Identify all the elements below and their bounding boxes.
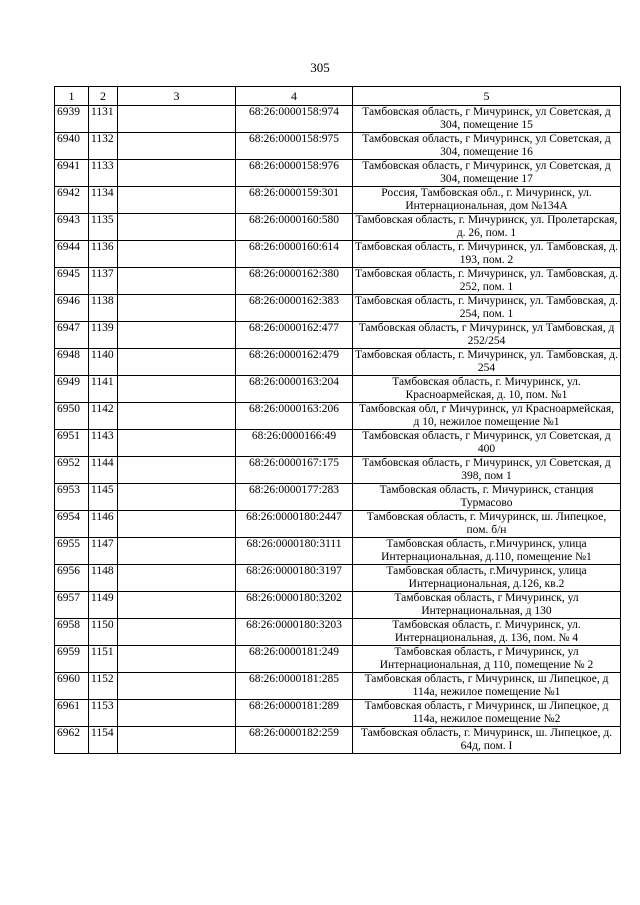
- row-number-cell: 6958: [55, 619, 89, 646]
- row-number-cell: 6949: [55, 376, 89, 403]
- item-number-cell: 1135: [89, 214, 118, 241]
- cadastral-number-cell: 68:26:0000180:3111: [236, 538, 353, 565]
- item-number-cell: 1152: [89, 673, 118, 700]
- cadastral-number-cell: 68:26:0000162:477: [236, 322, 353, 349]
- item-number-cell: 1147: [89, 538, 118, 565]
- cadastral-number-cell: 68:26:0000158:976: [236, 160, 353, 187]
- cadastral-number-cell: 68:26:0000163:204: [236, 376, 353, 403]
- address-cell: Тамбовская область, г. Мичуринск, ш. Липецкое, пом. б/н: [353, 511, 621, 538]
- empty-cell: [118, 295, 236, 322]
- empty-cell: [118, 430, 236, 457]
- empty-cell: [118, 241, 236, 268]
- table-row: [55, 376, 621, 403]
- table-row: [55, 673, 621, 700]
- address-cell: Тамбовская область, г.Мичуринск, улица Интернациональная, д.110, помещение №1: [353, 538, 621, 565]
- table-row: [55, 457, 621, 484]
- column-header-2: 2: [89, 87, 118, 106]
- table-row: [55, 187, 621, 214]
- table-body: [55, 106, 621, 754]
- address-cell: Тамбовская область, г Мичуринск, ул Тамбовская, д 252/254: [353, 322, 621, 349]
- column-header-5: 5: [353, 87, 621, 106]
- table-row: [55, 592, 621, 619]
- item-number-cell: 1139: [89, 322, 118, 349]
- cadastral-number-cell: 68:26:0000167:175: [236, 457, 353, 484]
- row-number-cell: 6941: [55, 160, 89, 187]
- empty-cell: [118, 619, 236, 646]
- address-cell: Тамбовская область, г Мичуринск, ул Советская, д 304, помещение 17: [353, 160, 621, 187]
- cadastral-number-cell: 68:26:0000180:3203: [236, 619, 353, 646]
- item-number-cell: 1145: [89, 484, 118, 511]
- table-row: [55, 349, 621, 376]
- empty-cell: [118, 673, 236, 700]
- item-number-cell: 1144: [89, 457, 118, 484]
- item-number-cell: 1146: [89, 511, 118, 538]
- address-cell: Тамбовская область, г. Мичуринск, ул. Тамбовская, д. 254, пом. 1: [353, 295, 621, 322]
- address-cell: Тамбовская область, г Мичуринск, ул Советская, д 398, пом 1: [353, 457, 621, 484]
- empty-cell: [118, 322, 236, 349]
- row-number-cell: 6948: [55, 349, 89, 376]
- empty-cell: [118, 268, 236, 295]
- table-row: [55, 214, 621, 241]
- cadastral-number-cell: 68:26:0000166:49: [236, 430, 353, 457]
- item-number-cell: 1137: [89, 268, 118, 295]
- table-row: [55, 646, 621, 673]
- address-cell: Россия, Тамбовская обл., г. Мичуринск, ул. Интернациональная, дом №134А: [353, 187, 621, 214]
- empty-cell: [118, 592, 236, 619]
- cadastral-number-cell: 68:26:0000163:206: [236, 403, 353, 430]
- table-row: [55, 241, 621, 268]
- cadastral-number-cell: 68:26:0000159:301: [236, 187, 353, 214]
- row-number-cell: 6950: [55, 403, 89, 430]
- address-cell: Тамбовская область, г Мичуринск, ул Советская, д 304, помещение 15: [353, 106, 621, 133]
- address-cell: Тамбовская область, г. Мичуринск, ул. Красноармейская, д. 10, пом. №1: [353, 376, 621, 403]
- table-row: [55, 322, 621, 349]
- address-cell: Тамбовская область, г. Мичуринск, ул. Тамбовская, д. 254: [353, 349, 621, 376]
- address-cell: Тамбовская область, г. Мичуринск, ул. Тамбовская, д. 193, пом. 2: [353, 241, 621, 268]
- address-cell: Тамбовская обл, г Мичуринск, ул Красноармейская, д 10, нежилое помещение №1: [353, 403, 621, 430]
- row-number-cell: 6942: [55, 187, 89, 214]
- row-number-cell: 6944: [55, 241, 89, 268]
- item-number-cell: 1141: [89, 376, 118, 403]
- table-header: [55, 87, 621, 106]
- item-number-cell: 1154: [89, 727, 118, 754]
- row-number-cell: 6943: [55, 214, 89, 241]
- address-cell: Тамбовская область, г Мичуринск, ул Интернациональная, д 110, помещение № 2: [353, 646, 621, 673]
- item-number-cell: 1151: [89, 646, 118, 673]
- address-cell: Тамбовская область, г. Мичуринск, ш. Липецкое, д. 64д, пом. I: [353, 727, 621, 754]
- cadastral-number-cell: 68:26:0000177:283: [236, 484, 353, 511]
- empty-cell: [118, 646, 236, 673]
- row-number-cell: 6953: [55, 484, 89, 511]
- item-number-cell: 1149: [89, 592, 118, 619]
- item-number-cell: 1153: [89, 700, 118, 727]
- cadastral-number-cell: 68:26:0000162:380: [236, 268, 353, 295]
- table-row: [55, 106, 621, 133]
- address-cell: Тамбовская область, г Мичуринск, ул Советская, д 400: [353, 430, 621, 457]
- cadastral-number-cell: 68:26:0000180:3202: [236, 592, 353, 619]
- row-number-cell: 6957: [55, 592, 89, 619]
- table-row: [55, 403, 621, 430]
- empty-cell: [118, 214, 236, 241]
- empty-cell: [118, 403, 236, 430]
- cadastral-number-cell: 68:26:0000158:974: [236, 106, 353, 133]
- address-cell: Тамбовская область, г. Мичуринск, станция Турмасово: [353, 484, 621, 511]
- cadastral-number-cell: 68:26:0000162:479: [236, 349, 353, 376]
- table-row: [55, 268, 621, 295]
- table-row: [55, 430, 621, 457]
- row-number-cell: 6947: [55, 322, 89, 349]
- address-cell: Тамбовская область, г.Мичуринск, улица Интернациональная, д.126, кв.2: [353, 565, 621, 592]
- item-number-cell: 1136: [89, 241, 118, 268]
- cadastral-number-cell: 68:26:0000180:3197: [236, 565, 353, 592]
- address-cell: Тамбовская область, г Мичуринск, ул Интернациональная, д 130: [353, 592, 621, 619]
- cadastral-number-cell: 68:26:0000180:2447: [236, 511, 353, 538]
- item-number-cell: 1131: [89, 106, 118, 133]
- cadastral-number-cell: 68:26:0000181:285: [236, 673, 353, 700]
- empty-cell: [118, 133, 236, 160]
- empty-cell: [118, 511, 236, 538]
- row-number-cell: 6962: [55, 727, 89, 754]
- table-row: [55, 511, 621, 538]
- address-cell: Тамбовская область, г. Мичуринск, ул. Пролетарская, д. 26, пом. 1: [353, 214, 621, 241]
- item-number-cell: 1138: [89, 295, 118, 322]
- column-header-3: 3: [118, 87, 236, 106]
- address-cell: Тамбовская область, г Мичуринск, ш Липецкое, д 114а, нежилое помещение №1: [353, 673, 621, 700]
- row-number-cell: 6960: [55, 673, 89, 700]
- item-number-cell: 1148: [89, 565, 118, 592]
- empty-cell: [118, 565, 236, 592]
- table-row: [55, 133, 621, 160]
- address-cell: Тамбовская область, г. Мичуринск, ул. Тамбовская, д. 252, пом. 1: [353, 268, 621, 295]
- row-number-cell: 6945: [55, 268, 89, 295]
- cadastral-number-cell: 68:26:0000181:289: [236, 700, 353, 727]
- table-row: [55, 727, 621, 754]
- table-row: [55, 484, 621, 511]
- page-number: 305: [310, 60, 330, 75]
- address-cell: Тамбовская область, г Мичуринск, ул Советская, д 304, помещение 16: [353, 133, 621, 160]
- cadastral-number-cell: 68:26:0000160:580: [236, 214, 353, 241]
- row-number-cell: 6961: [55, 700, 89, 727]
- table-row: [55, 565, 621, 592]
- column-header-4: 4: [236, 87, 353, 106]
- row-number-cell: 6952: [55, 457, 89, 484]
- row-number-cell: 6946: [55, 295, 89, 322]
- column-header-1: 1: [55, 87, 89, 106]
- table-row: [55, 160, 621, 187]
- item-number-cell: 1133: [89, 160, 118, 187]
- row-number-cell: 6940: [55, 133, 89, 160]
- row-number-cell: 6939: [55, 106, 89, 133]
- empty-cell: [118, 700, 236, 727]
- cadastral-number-cell: 68:26:0000181:249: [236, 646, 353, 673]
- row-number-cell: 6954: [55, 511, 89, 538]
- table-row: [55, 619, 621, 646]
- empty-cell: [118, 457, 236, 484]
- cadastral-number-cell: 68:26:0000160:614: [236, 241, 353, 268]
- row-number-cell: 6959: [55, 646, 89, 673]
- empty-cell: [118, 376, 236, 403]
- item-number-cell: 1132: [89, 133, 118, 160]
- empty-cell: [118, 484, 236, 511]
- empty-cell: [118, 349, 236, 376]
- cadastral-number-cell: 68:26:0000182:259: [236, 727, 353, 754]
- item-number-cell: 1143: [89, 430, 118, 457]
- empty-cell: [118, 538, 236, 565]
- empty-cell: [118, 106, 236, 133]
- table-row: [55, 700, 621, 727]
- empty-cell: [118, 727, 236, 754]
- address-cell: Тамбовская область, г Мичуринск, ш Липецкое, д 114а, нежилое помещение №2: [353, 700, 621, 727]
- row-number-cell: 6956: [55, 565, 89, 592]
- cadastral-number-cell: 68:26:0000158:975: [236, 133, 353, 160]
- address-cell: Тамбовская область, г. Мичуринск, ул. Интернациональная, д. 136, пом. № 4: [353, 619, 621, 646]
- cadastral-number-cell: 68:26:0000162:383: [236, 295, 353, 322]
- item-number-cell: 1140: [89, 349, 118, 376]
- row-number-cell: 6951: [55, 430, 89, 457]
- empty-cell: [118, 187, 236, 214]
- empty-cell: [118, 160, 236, 187]
- item-number-cell: 1142: [89, 403, 118, 430]
- item-number-cell: 1134: [89, 187, 118, 214]
- table-row: [55, 538, 621, 565]
- registry-table: [54, 86, 621, 754]
- item-number-cell: 1150: [89, 619, 118, 646]
- row-number-cell: 6955: [55, 538, 89, 565]
- table-row: [55, 295, 621, 322]
